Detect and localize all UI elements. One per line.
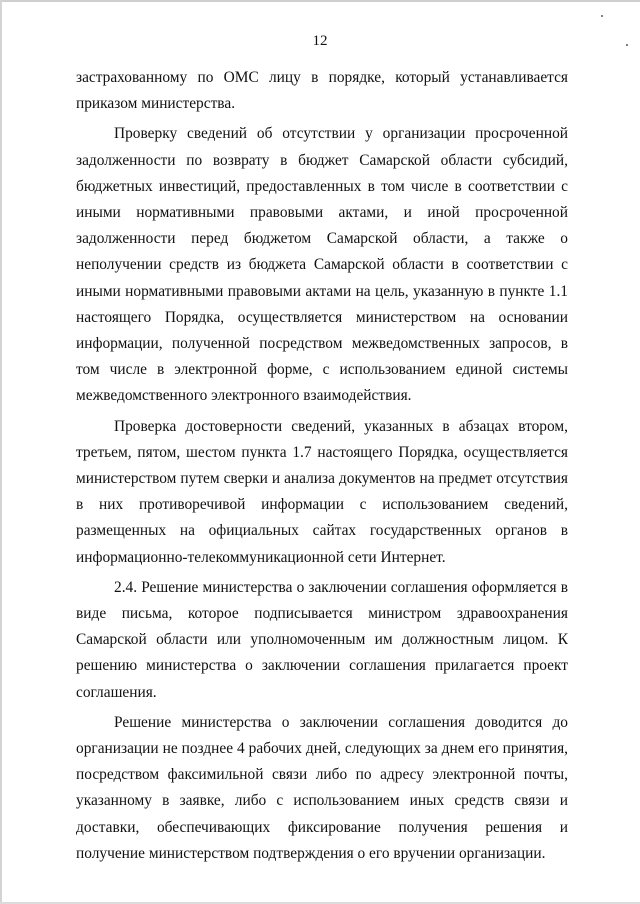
scan-edge-left [0,0,2,904]
document-body [76,65,568,867]
scan-speck [601,15,603,17]
paragraph-2-4-decision: 2.4. Решение министерства о заключении соглашения оформляется в виде письма, которое подписывается министром здравоохранения Самарской области или уполномоченным им должностным лицом. К решению министерства о заключении соглашения прилагается проект соглашения. [76,578,568,701]
scan-edge-top [0,0,640,2]
page-number: 12 [312,33,328,49]
paragraph-debt-check: Проверку сведений об отсутствии у организации просроченной задолженности по возврату в бюджет Самарской области субсидий, бюджетных инвестиций, предоставленных в том числе в соответствии с иными нормативными правовыми актами, и иной просроченной задолженности перед бюджетом Самарской области, а также о неполучении средств из бюджета Самарской области в соответствии с иными нормативными правовыми актами на цель, указанную в пункте 1.1 настоящего Порядка, осуществляется министерством на основании информации, полученной посредством межведомственных запросов, в том числе в электронной форме, с использованием единой системы межведомственного электронного взаимодействия. [76,125,568,405]
paragraph-reliability-check: Проверка достоверности сведений, указанных в абзацах втором, третьем, пятом, шестом пункта 1.7 настоящего Порядка, осуществляется министерством путем сверки и анализа документов на предмет отсутствия в них противоречивой информации с использованием сведений, размещенных на официальных сайтах государственных органов в информационно-телекоммуникационной сети Интернет. [76,417,568,566]
paragraph-decision-delivery: Решение министерства о заключении соглашения доводится до организации не позднее 4 рабочих дней, следующих за днем его принятия, посредством факсимильной связи либо по адресу электронной почты, указанному в заявке, либо с использованием иных средств связи и доставки, обеспечивающих фиксирование получения решения и получение министерством подтверждения о его вручении организации. [76,713,568,862]
paragraph-continuation: застрахованному по ОМС лицу в порядке, который устанавливается приказом министерства. [76,69,568,113]
